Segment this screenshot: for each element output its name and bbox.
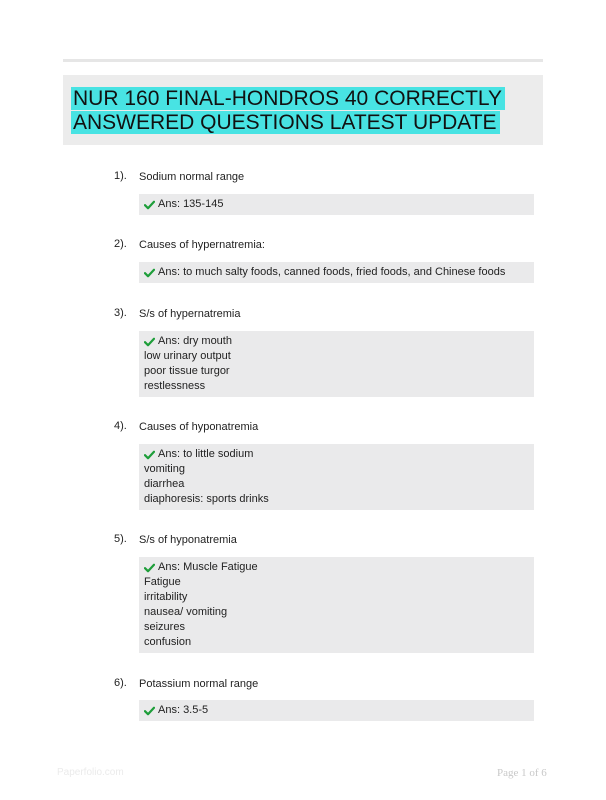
document-title-line-1: NUR 160 FINAL-HONDROS 40 CORRECTLY	[71, 86, 505, 111]
top-divider	[63, 59, 543, 62]
answer-line: poor tissue turgor	[144, 365, 230, 377]
page-number: Page 1 of 6	[497, 767, 547, 779]
question-number: 3).	[114, 307, 127, 319]
check-icon	[144, 450, 155, 460]
answer-text: Ans: 3.5-5	[158, 704, 209, 716]
answer-box	[139, 331, 534, 397]
answer-line	[144, 560, 529, 575]
answer-box	[139, 444, 534, 510]
answer-box	[139, 700, 534, 721]
question-number: 4).	[114, 420, 127, 432]
answer-line	[144, 197, 529, 212]
answer-line: confusion	[144, 636, 192, 648]
question-number: 5).	[114, 533, 127, 545]
answer-line	[144, 334, 529, 349]
answer-text: Ans: 135-145	[158, 198, 224, 210]
answer-box	[139, 262, 534, 283]
footer-watermark: Paperfolio.com	[57, 767, 124, 778]
question-text: S/s of hypernatremia	[139, 308, 241, 320]
answer-line	[144, 703, 529, 718]
question-text: Causes of hypernatremia:	[139, 239, 265, 251]
title-banner	[63, 75, 543, 145]
answer-box	[139, 557, 534, 653]
answer-text: Ans: to much salty foods, canned foods, fried foods, and Chinese foods	[158, 266, 506, 278]
check-icon	[144, 200, 155, 210]
check-icon	[144, 563, 155, 573]
question-text: Sodium normal range	[139, 171, 245, 183]
answer-box	[139, 194, 534, 215]
check-icon	[144, 337, 155, 347]
check-icon	[144, 268, 155, 278]
answer-line: low urinary output	[144, 350, 231, 362]
answer-line	[144, 265, 529, 280]
answer-text: Ans: to little sodium	[158, 448, 254, 460]
answer-line: seizures	[144, 621, 185, 633]
answer-line: diaphoresis: sports drinks	[144, 493, 269, 505]
answer-text: Ans: Muscle Fatigue	[158, 561, 258, 573]
check-icon	[144, 706, 155, 716]
answer-line: nausea/ vomiting	[144, 606, 228, 618]
answer-line: vomiting	[144, 463, 185, 475]
document-title-line-2: ANSWERED QUESTIONS LATEST UPDATE	[71, 110, 500, 135]
question-number: 1).	[114, 170, 127, 182]
answer-line: restlessness	[144, 380, 206, 392]
question-text: Potassium normal range	[139, 678, 259, 690]
answer-line: Fatigue	[144, 576, 181, 588]
answer-line: irritability	[144, 591, 188, 603]
answer-text: Ans: dry mouth	[158, 335, 232, 347]
question-number: 2).	[114, 238, 127, 250]
question-number: 6).	[114, 677, 127, 689]
answer-line: diarrhea	[144, 478, 185, 490]
question-text: S/s of hyponatremia	[139, 534, 237, 546]
question-text: Causes of hyponatremia	[139, 421, 259, 433]
answer-line	[144, 447, 529, 462]
